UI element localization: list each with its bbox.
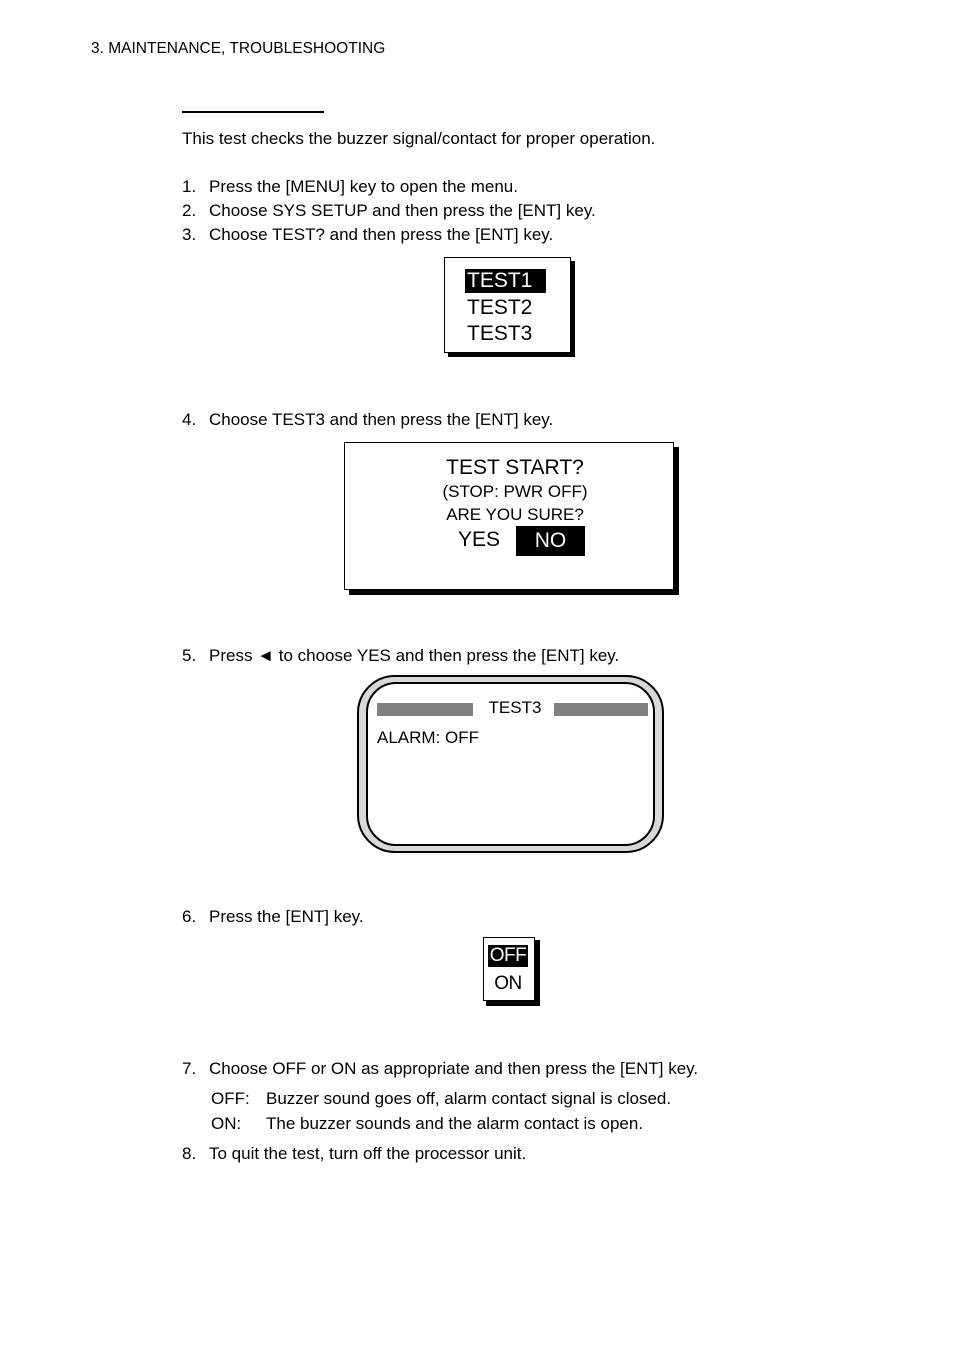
alarm-status: ALARM: OFF — [377, 728, 480, 747]
step-text: Press the [ENT] key. — [209, 907, 364, 926]
step-number: 4. — [182, 410, 197, 429]
section-heading-rule — [182, 111, 324, 113]
step-text: Choose OFF or ON as appropriate and then press the [ENT] key. — [209, 1059, 699, 1078]
definition-desc-on: The buzzer sounds and the alarm contact is open. — [266, 1114, 644, 1133]
step-number: 5. — [182, 646, 197, 665]
test3-display-bezel — [357, 675, 664, 853]
intro-text: This test checks the buzzer signal/contact for proper operation. — [182, 129, 656, 148]
test3-display-screen — [366, 682, 655, 846]
dialog-title: TEST START? — [446, 456, 584, 479]
off-on-menu — [483, 937, 535, 1001]
step-2 — [182, 201, 596, 221]
definition-term-on: ON: — [211, 1114, 242, 1133]
test3-screen-title: TEST3 — [488, 698, 542, 717]
step-number: 3. — [182, 225, 197, 244]
running-head: 3. MAINTENANCE, TROUBLESHOOTING — [91, 40, 386, 57]
title-bar-right — [554, 703, 648, 716]
dialog-question: ARE YOU SURE? — [446, 505, 584, 524]
step-7 — [182, 1059, 698, 1079]
step-5 — [182, 646, 619, 666]
option-on[interactable]: ON — [494, 973, 522, 994]
definition-term-off: OFF: — [211, 1089, 250, 1108]
definition-desc-off: Buzzer sound goes off, alarm contact signal is closed. — [266, 1089, 672, 1108]
yes-button[interactable]: YES — [457, 528, 501, 551]
step-text: Choose SYS SETUP and then press the [ENT] key. — [209, 201, 596, 220]
step-1 — [182, 177, 518, 197]
step-8 — [182, 1144, 526, 1164]
step-number: 2. — [182, 201, 197, 220]
step-6 — [182, 907, 364, 927]
menu-item-test1[interactable]: TEST1 — [465, 269, 546, 293]
step-3 — [182, 225, 553, 245]
step-text: Press the [MENU] key to open the menu. — [209, 177, 518, 196]
no-button[interactable]: NO — [516, 526, 585, 556]
step-text: Choose TEST3 and then press the [ENT] key. — [209, 410, 554, 429]
menu-item-test3[interactable]: TEST3 — [467, 322, 533, 345]
step-number: 8. — [182, 1144, 197, 1163]
step-number: 7. — [182, 1059, 197, 1078]
option-off[interactable]: OFF — [489, 945, 527, 966]
step-text: To quit the test, turn off the processor unit. — [209, 1144, 527, 1163]
test-start-dialog — [344, 442, 674, 590]
step-number: 1. — [182, 177, 197, 196]
test-menu — [444, 257, 571, 353]
step-text: Press ◄ to choose YES and then press the [ENT] key. — [209, 646, 620, 665]
step-text: Choose TEST? and then press the [ENT] key. — [209, 225, 554, 244]
step-number: 6. — [182, 907, 197, 926]
dialog-subtitle: (STOP: PWR OFF) — [442, 482, 588, 501]
title-bar-left — [377, 703, 473, 716]
menu-item-test2[interactable]: TEST2 — [467, 296, 533, 319]
step-4 — [182, 410, 553, 430]
